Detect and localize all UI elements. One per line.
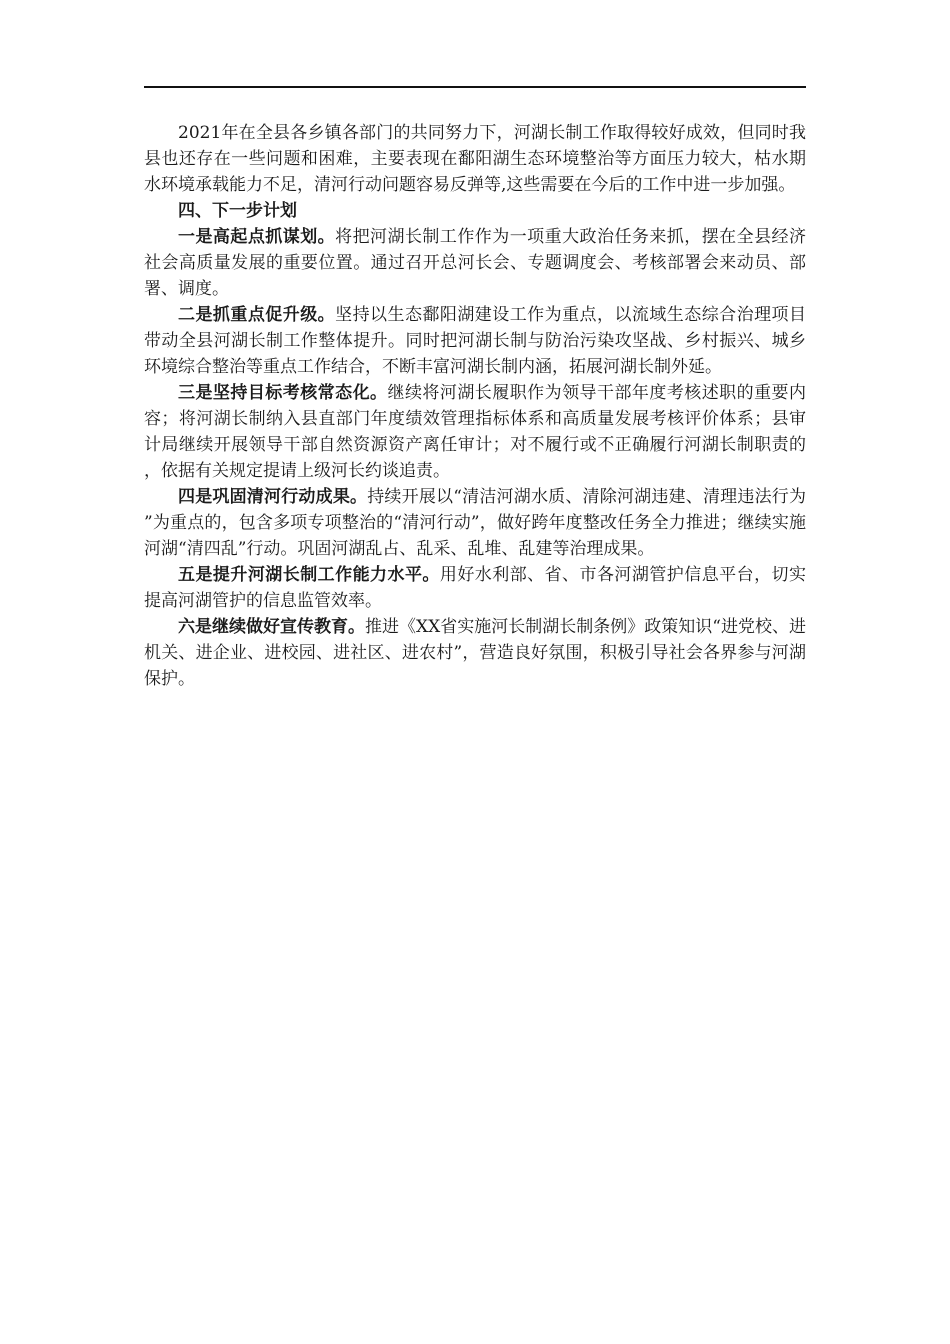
intro-paragraph: 2021年在全县各乡镇各部门的共同努力下，河湖长制工作取得较好成效，但同时我县也还存在一些问题和困难，主要表现在鄱阳湖生态环境整治等方面压力较大，枯水期水环境承载能力不足，清河行动问题容易反弹等,这些需要在今后的工作中进一步加强。 [144,123,806,195]
plan-item-text: 继续将河湖长履职作为领导干部年度考核述职的重要内容；将河湖长制纳入县直部门年度绩效管理指标体系和高质量发展考核评价体系；县审计局继续开展领导干部自然资源资产离任审计；对不履行或不正确履行河湖长制职责的，依据有关规定提请上级河长约谈追责。 [144,383,807,481]
header-rule [144,86,806,88]
plan-item-text: 将把河湖长制工作作为一项重大政治任务来抓，摆在全县经济社会高质量发展的重要位置。通过召开总河长会、专题调度会、考核部署会来动员、部署、调度。 [144,227,807,299]
plan-item-5 [144,562,806,614]
plan-item-1 [144,224,806,302]
plan-item-4 [144,484,806,562]
plan-item-6 [144,614,806,692]
plan-item-lead: 六是继续做好宣传教育。 [178,617,366,637]
plan-item-lead: 一是高起点抓谋划。 [178,227,336,247]
document-body [144,120,806,692]
plan-item-lead: 五是提升河湖长制工作能力水平。 [178,565,440,585]
plan-item-text: 用好水利部、省、市各河湖管护信息平台，切实提高河湖管护的信息监管效率。 [144,565,807,611]
plan-item-text: 推进《XX省实施河长制湖长制条例》政策知识“进党校、进机关、进企业、进校园、进社区、进农村”，营造良好氛围，积极引导社会各界参与河湖保护。 [144,617,806,689]
plan-item-text: 坚持以生态鄱阳湖建设工作为重点，以流域生态综合治理项目带动全县河湖长制工作整体提升。同时把河湖长制与防治污染攻坚战、乡村振兴、城乡环境综合整治等重点工作结合，不断丰富河湖长制内涵，拓展河湖长制外延。 [144,305,807,377]
plan-item-text: 持续开展以“清洁河湖水质、清除河湖违建、清理违法行为”为重点的，包含多项专项整治的“清河行动”，做好跨年度整改任务全力推进；继续实施河湖“清四乱”行动。巩固河湖乱占、乱采、乱堆、乱建等治理成果。 [144,487,806,559]
plan-item-lead: 三是坚持目标考核常态化。 [178,383,388,403]
plan-item-3 [144,380,806,484]
plan-item-lead: 二是抓重点促升级。 [178,305,336,325]
section-heading: 四、下一步计划 [178,201,297,221]
plan-item-lead: 四是巩固清河行动成果。 [178,487,368,507]
plan-item-2 [144,302,806,380]
